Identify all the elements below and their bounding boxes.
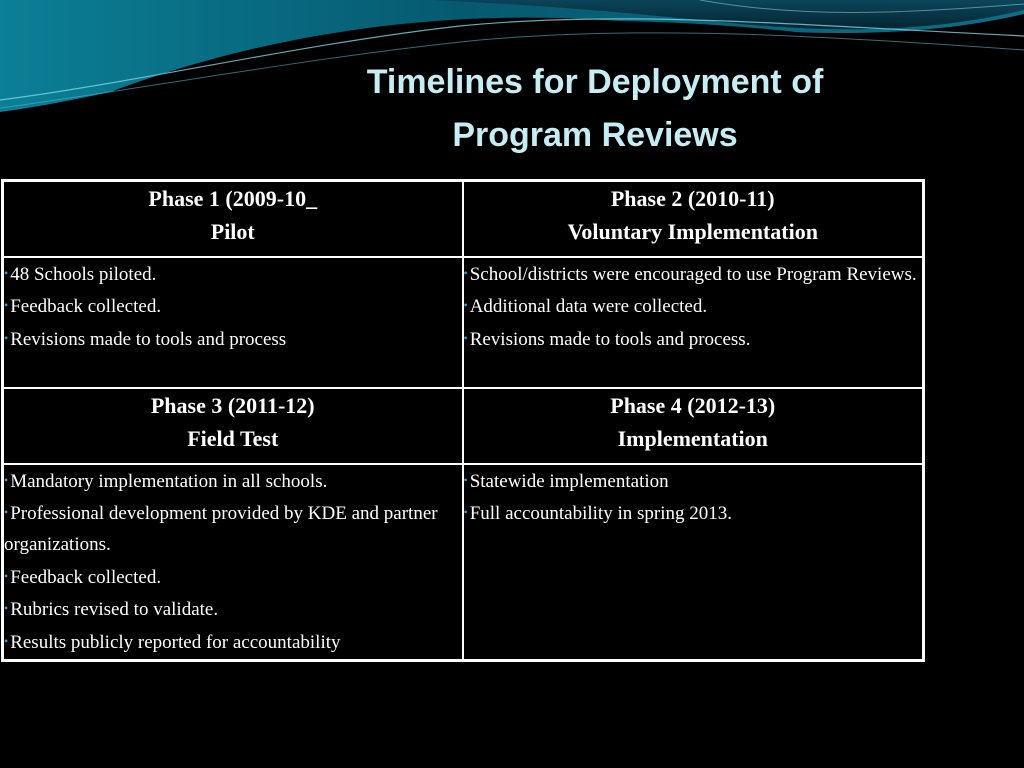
- bullet-icon: •: [4, 568, 9, 583]
- phase-1-bullet: • 48 Schools piloted.: [4, 263, 157, 285]
- slide-title: [300, 56, 890, 162]
- phase-2-subtitle: Voluntary Implementation: [567, 219, 818, 244]
- phase-3-title: Phase 3 (2011-12): [150, 392, 315, 418]
- phase-4-title: Phase 4 (2012-13): [610, 392, 776, 418]
- slide-title-line-2: Program Reviews: [452, 116, 738, 154]
- phase-4-details: [463, 464, 924, 661]
- phase-3-bullet: • Feedback collected.: [4, 566, 162, 588]
- phase-4-header: [463, 388, 924, 464]
- bullet-icon: •: [4, 634, 9, 649]
- phase-detail-row: [3, 464, 924, 661]
- phase-1-title: Phase 1 (2009-10_: [148, 186, 318, 211]
- bullet-icon: •: [463, 298, 468, 313]
- phase-3-subtitle: Field Test: [187, 425, 279, 451]
- phase-2-header: [463, 181, 924, 257]
- phase-3-bullet: • Professional development provided by KDE and partner organizations.: [4, 503, 438, 555]
- bullet-icon: •: [463, 330, 468, 345]
- bullet-icon: •: [463, 265, 468, 280]
- phase-2-details: [463, 257, 924, 388]
- bullet-icon: •: [4, 472, 9, 487]
- phase-1-subtitle: Pilot: [210, 219, 255, 244]
- phase-3-header: [3, 388, 463, 464]
- phase-2-bullet: • School/districts were encouraged to use Program Reviews.: [463, 263, 917, 285]
- phase-1-details: [3, 257, 463, 388]
- slide-title-line-1: Timelines for Deployment of: [366, 63, 824, 101]
- bullet-icon: •: [4, 330, 9, 345]
- phase-2-bullet: • Revisions made to tools and process.: [463, 328, 751, 350]
- bullet-icon: •: [4, 298, 9, 313]
- bullet-icon: •: [4, 505, 9, 520]
- phase-1-header: [3, 181, 463, 257]
- phase-header-row: [3, 388, 924, 464]
- phase-1-bullet: • Feedback collected.: [4, 296, 162, 318]
- bullet-icon: •: [4, 601, 9, 616]
- bullet-icon: •: [463, 472, 468, 487]
- phase-2-title: Phase 2 (2010-11): [610, 186, 775, 211]
- phase-1-bullet: • Revisions made to tools and process: [4, 328, 287, 350]
- phase-3-bullet: • Rubrics revised to validate.: [4, 599, 219, 621]
- phase-4-subtitle: Implementation: [617, 425, 768, 451]
- phase-3-bullet: • Mandatory implementation in all schools.: [4, 470, 328, 492]
- phase-2-bullet: • Additional data were collected.: [463, 296, 708, 318]
- phase-header-row: [3, 181, 924, 257]
- phase-4-bullet: • Full accountability in spring 2013.: [463, 503, 732, 525]
- phase-detail-row: [3, 257, 924, 388]
- bullet-icon: •: [4, 265, 9, 280]
- phases-table: [1, 179, 925, 662]
- phase-3-details: [3, 464, 463, 661]
- bullet-icon: •: [463, 505, 468, 520]
- phase-4-bullet: • Statewide implementation: [463, 470, 669, 492]
- phase-3-bullet: • Results publicly reported for accountability: [4, 632, 341, 654]
